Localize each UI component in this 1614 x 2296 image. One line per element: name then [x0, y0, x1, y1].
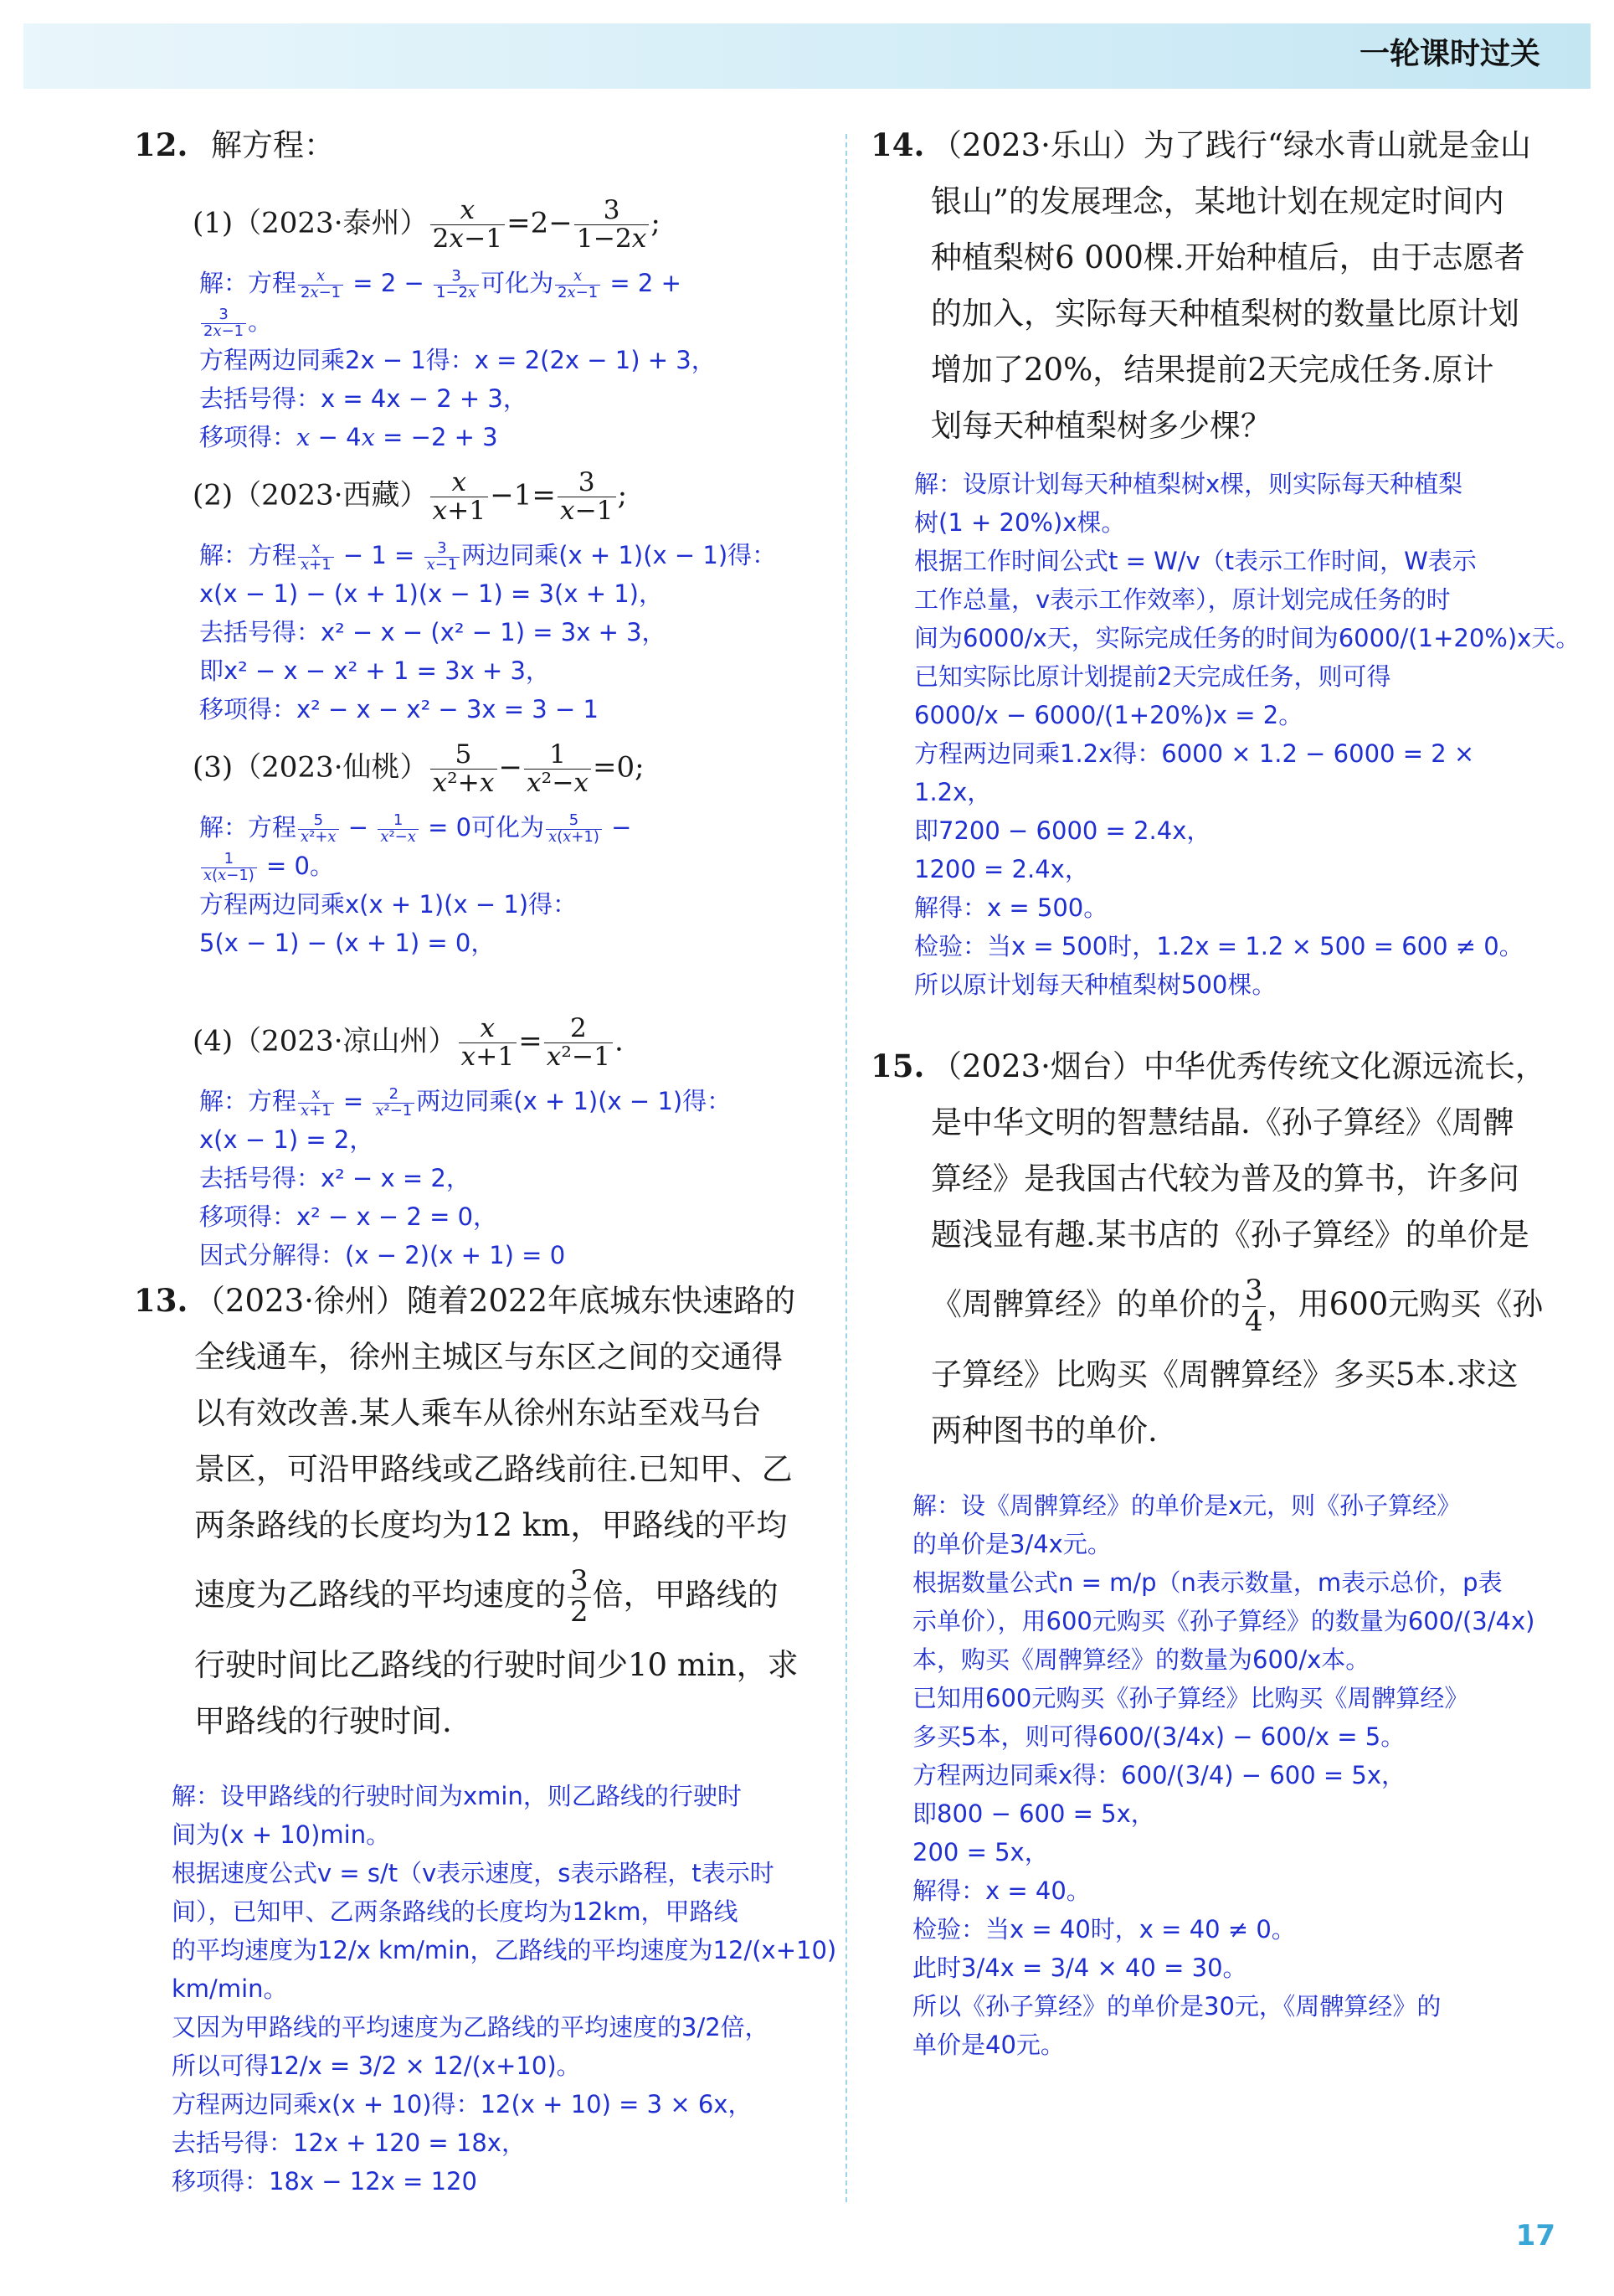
solution-line: x(x − 1) − (x + 1)(x − 1) = 3(x + 1)， [199, 579, 663, 608]
solution-line: 即x² − x − x² + 1 = 3x + 3， [199, 656, 550, 685]
solution-line: 方程两边同乘x(x + 1)(x − 1)得： [199, 890, 578, 919]
question-number: 13. [134, 1282, 188, 1319]
part-2-equation: (2)（2023·西藏） $\frac{x}{x+1}$ −1= $\frac{3}{x-1}$ ; [193, 467, 628, 526]
part-4-solution: 解：方程 $\frac{x}{x+1}$ = $\frac{2}{\text{x²−1}}$ 两边同乘(x + 1)(x − 1)得： x(x − 1) = 2， 去括号得：x² − x = 2， 移项得：x² − x − 2 = 0， 因式分解得：(x − 2)(x + 1) = 0 [199, 1082, 835, 1254]
source-tag: (2)（2023·西藏） [193, 478, 429, 512]
source-tag: (4)（2023·凉山州） [193, 1024, 457, 1058]
source-tag: (3)（2023·仙桃） [193, 750, 429, 785]
solution-line: 去括号得：x² − x = 2， [199, 1164, 470, 1192]
source-tag: (1)（2023·泰州） [193, 206, 429, 240]
solution-line: x(x − 1) = 2， [199, 1125, 374, 1154]
page-number: 17 [1515, 2219, 1555, 2252]
solution-line: 移项得：x² − x − 2 = 0， [199, 1202, 498, 1231]
solution-line: 去括号得：x² − x − (x² − 1) = 3x + 3， [199, 618, 666, 646]
column-divider [846, 134, 847, 2202]
q15-solution: 解：设《周髀算经》的单价是x元，则《孙子算经》 的单价是3/4x元。 根据数量公式n = m/p（n表示数量，m表示总价，p表 示单价），用600元购买《孙子算经》的数量为600/(3/4x) 本，购买《周髀算经》的数量为600/x本。 已知用600元购买《孙子算经》比购买《周髀算经》 多买5本，则可得600/(3/4x) − 600/x = 5。 方程两边同乘x得：600/(3/4) − 600 = 5x， 即800 − 600 = 5x， 200 = 5x， 解得：x = 40。 检验：当x = 40时，x = 40 ≠ 0。 此时3/4x = 3/4 × 40 = 30。 所以《孙子算经》的单价是30元，《周髀算经》的 单价是40元。 [912, 1491, 1535, 2059]
question-number: 12. [134, 126, 188, 163]
solution-line: 去括号得：x = 4x − 2 + 3， [199, 384, 527, 413]
solution-line: 5(x − 1) − (x + 1) = 0， [199, 929, 496, 957]
question-number: 15. [871, 1048, 925, 1084]
question-stem: 解方程： [211, 127, 335, 163]
q13-solution: 解：设甲路线的行驶时间为xmin，则乙路线的行驶时 间为(x + 10)min。 根据速度公式v = s/t（v表示速度，s表示路程，t表示时 间），已知甲、乙两条路线的长度均为12km，甲路线 的平均速度为12/x km/min，乙路线的平均速度为12/(x+10) km/min。 又因为甲路线的平均速度为乙路线的平均速度的3/2倍， 所以可得12/x = 3/2 × 12/(x+10)。 方程两边同乘x(x + 10)得：12(x + 10) = 3 × 6x， 去括号得：12x + 120 = 18x， 移项得：18x − 12x = 120 [172, 1782, 837, 2196]
part-4-equation: (4)（2023·凉山州） $\frac{x}{x+1}$ = $\frac{2}{\text{x²−1}}$ . [193, 1013, 624, 1072]
header-band [23, 23, 1591, 89]
part-3-solution: 解：方程 $\frac{5}{\text{x²+x}}$ − $\frac{1}{\text{x²−x}}$ = 0可化为 $\frac{5}{x(x+1)}$ − $\frac{1}{x(x-1)}$ = 0。 方程两边同乘x(x + 1)(x − 1)得： 5(x − 1) − (x + 1) = 0， [199, 808, 835, 976]
part-2-solution: 解：方程 $\frac{x}{x+1}$ − 1 = $\frac{3}{x-1}$ 两边同乘(x + 1)(x − 1)得： x(x − 1) − (x + 1)(x − 1) = 3(x + 1)， 去括号得：x² − x − (x² − 1) = 3x + 3， 即x² − x − x² + 1 = 3x + 3， 移项得：x² − x − x² − 3x = 3 − 1 [199, 536, 835, 708]
header-title: 一轮课时过关 [1359, 37, 1540, 71]
q14-solution: 解：设原计划每天种植梨树x棵，则实际每天种植梨 树(1 + 20%)x棵。 根据工作时间公式t = W/v（t表示工作时间，W表示 工作总量，v表示工作效率），原计划完成任务的时 间为6000/x天，实际完成任务的时间为6000/(1+20%)x天。 已知实际比原计划提前2天完成任务，则可得 6000/x − 6000/(1+20%)x = 2。 方程两边同乘1.2x得：6000 × 1.2 − 6000 = 2 × 1.2x， 即7200 − 6000 = 2.4x， 1200 = 2.4x， 解得：x = 500。 检验：当x = 500时，1.2x = 1.2 × 500 = 600 ≠ 0。 所以原计划每天种植梨树500棵。 [914, 470, 1581, 999]
part-1-solution: 解：方程 $\frac{x}{2x-1}$ = 2 − $\frac{3}{1-2x}$ 可化为 $\frac{x}{2x-1}$ = 2 + $\frac{3}{2x-1}$ 。 方程两边同乘2x − 1得：x = 2(2x − 1) + 3， 去括号得：x = 4x − 2 + 3， 移项得：x − 4x = −2 + 3 [199, 264, 835, 438]
solution-line: 方程两边同乘2x − 1得：x = 2(2x − 1) + 3， [199, 346, 716, 374]
part-3-equation: (3)（2023·仙桃） $\frac{5}{\text{x²+x}}$ − $\frac{1}{\text{x²−x}}$ =0; [193, 739, 645, 798]
question-number: 14. [871, 126, 925, 163]
part-1-equation: (1)（2023·泰州） $\frac{x}{2x-1}$ =2− $\frac{3}{1-2x}$ ; [193, 195, 661, 254]
